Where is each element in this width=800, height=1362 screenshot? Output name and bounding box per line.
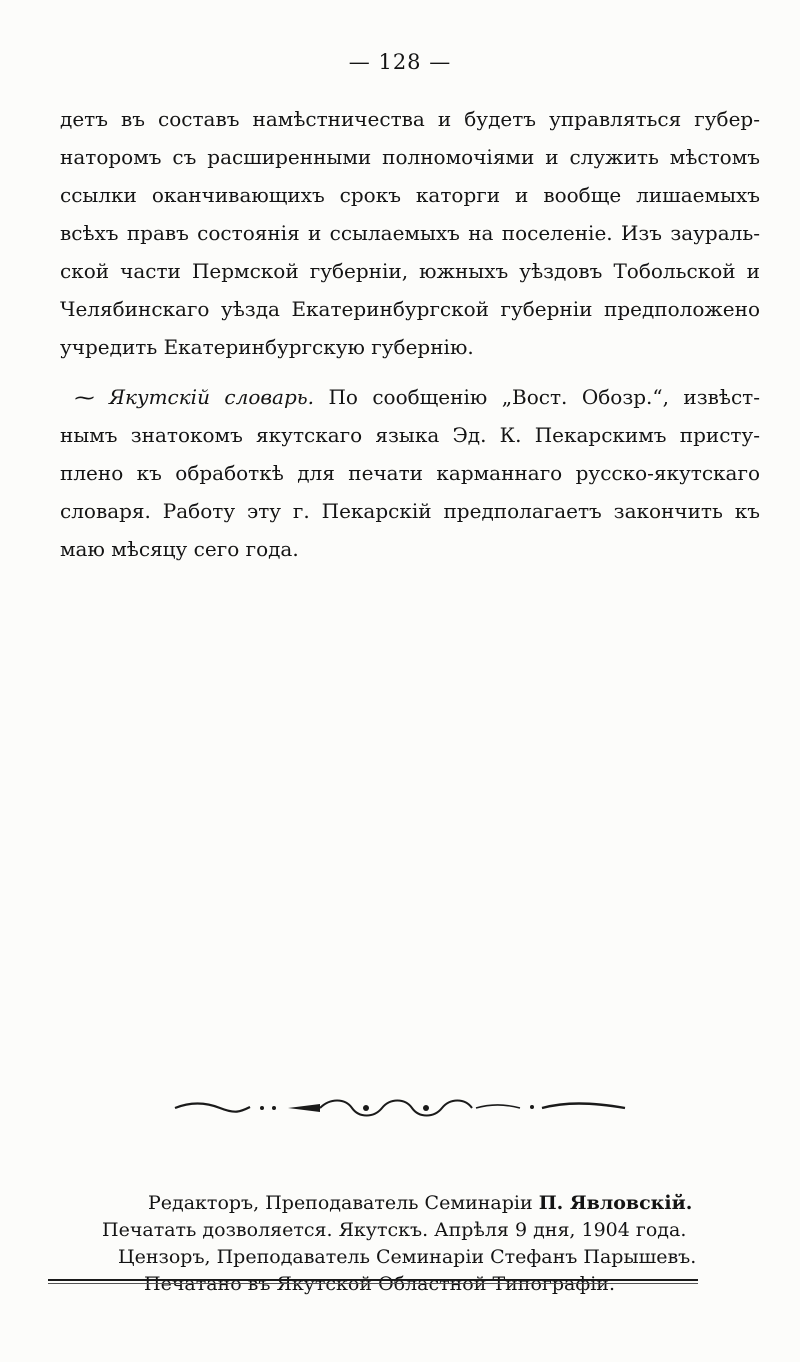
text-line: наторомъ съ расширенными полномочіями и служить мѣстомъ — [60, 145, 760, 169]
text-line: нымъ знатокомъ якутскаго языка Эд. К. Пекарскимъ присту- — [60, 423, 760, 447]
editor-prefix: Редакторъ, Преподаватель Семинаріи — [148, 1192, 533, 1214]
paragraph-yakut-dictionary — [60, 378, 760, 568]
separator-rule-thin — [48, 1283, 698, 1284]
printer-line: Печатано въ Якутской Областной Типографіи. — [144, 1273, 615, 1295]
text-line: Челябинскаго уѣзда Екатеринбургской губерніи предположено — [60, 297, 760, 321]
paragraph-namestnichestvo — [60, 100, 760, 366]
editor-name: П. Явловскій. — [538, 1192, 693, 1214]
text-line: ской части Пермской губерніи, южныхъ уѣздовъ Тобольской и — [60, 259, 760, 283]
page-number: — 128 — — [348, 50, 452, 74]
imprint-block — [40, 1190, 760, 1298]
article-body — [60, 100, 760, 568]
text-line: словаря. Работу эту г. Пекарскій предполагаетъ закончить къ — [60, 499, 760, 523]
permission-line: Печатать дозволяется. Якутскъ. Апрѣля 9 дня, 1904 года. — [102, 1219, 687, 1241]
separator-rule — [48, 1279, 698, 1281]
paragraph-gap — [60, 366, 760, 378]
text-line-rest: По сообщенію „Вост. Обозр.“, извѣст- — [328, 385, 760, 409]
text-line: учредить Екатеринбургскую губернію. — [60, 335, 474, 359]
text-line: маю мѣсяцу сего года. — [60, 537, 299, 561]
text-line — [60, 378, 760, 416]
text-line: всѣхъ правъ состоянія и ссылаемыхъ на поселеніе. Изъ заураль- — [60, 221, 760, 245]
text-line: плено къ обработкѣ для печати карманнаго русско-якутскаго — [60, 461, 760, 485]
censor-line: Цензоръ, Преподаватель Семинаріи Стефанъ Парышевъ. — [118, 1246, 697, 1268]
ornament-divider — [170, 1092, 630, 1122]
section-heading: Якутскій словарь. — [108, 385, 314, 409]
section-mark-icon: ⁓ — [60, 385, 95, 409]
text-line: ссылки оканчивающихъ срокъ каторги и вообще лишаемыхъ — [60, 183, 760, 207]
text-line: детъ въ составъ намѣстничества и будетъ управляться губер- — [60, 107, 760, 131]
editor-line — [40, 1190, 760, 1217]
